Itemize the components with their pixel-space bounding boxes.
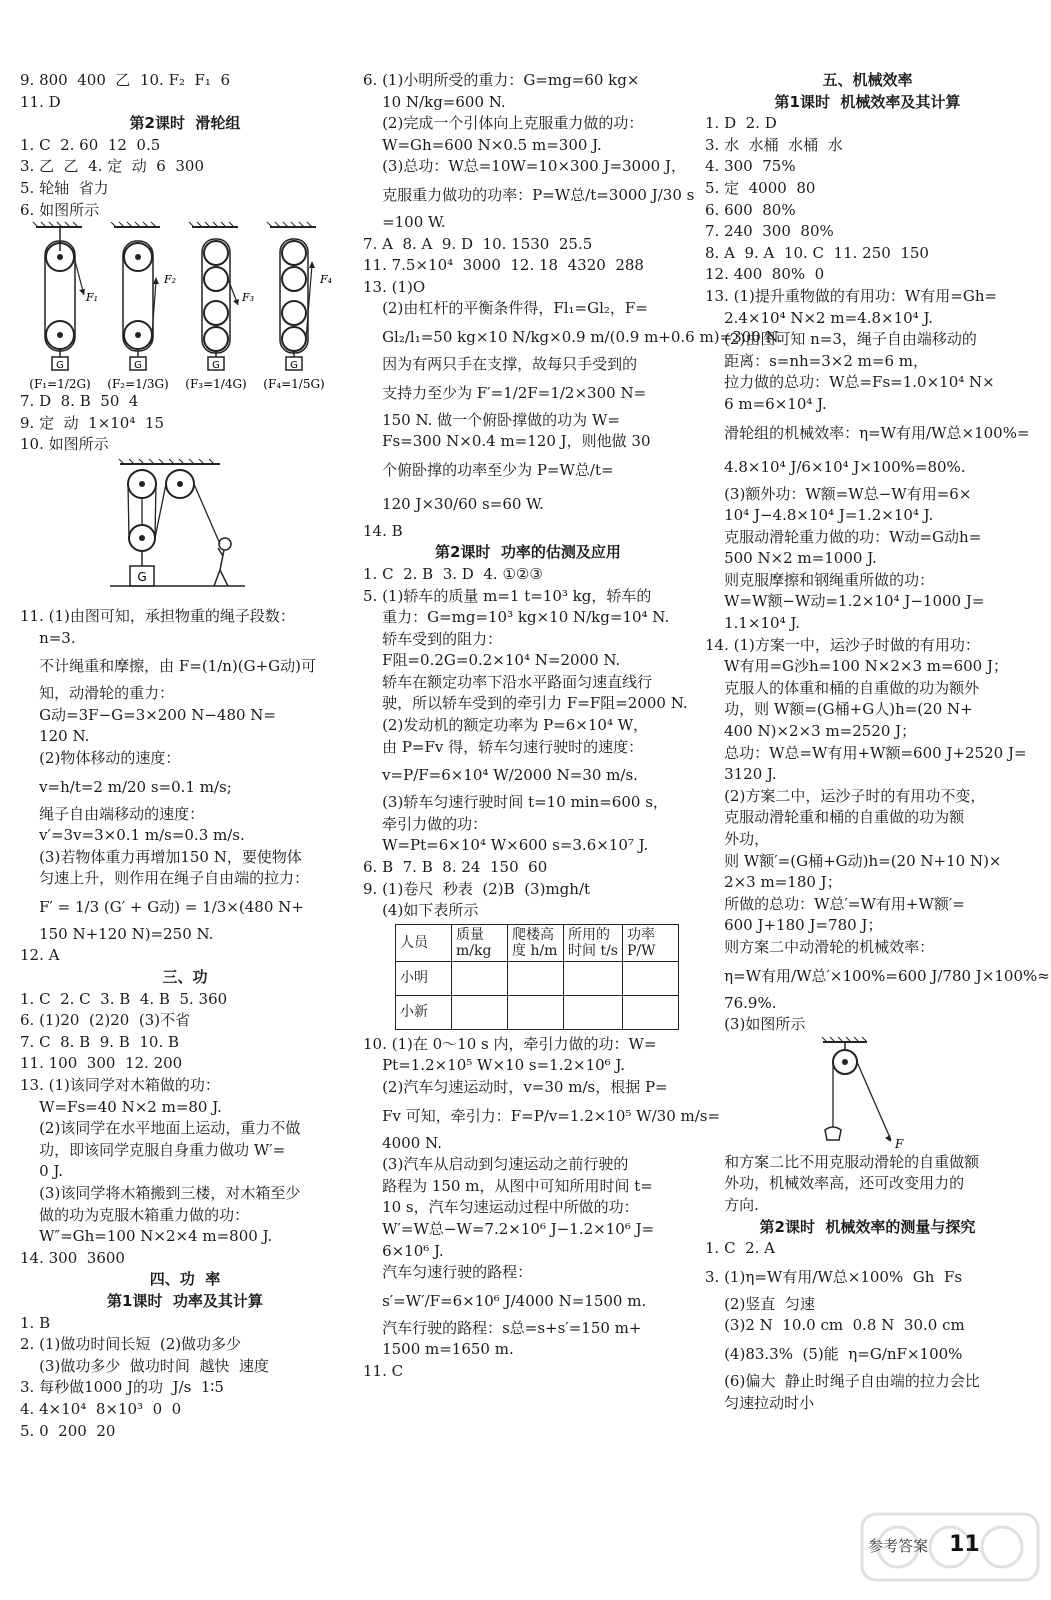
answer-line: (2)竖直 匀速 (705, 1294, 815, 1313)
answer-line: 6 m=6×10⁴ J. (705, 394, 827, 413)
answer-line: 和方案二比不用克服动滑轮的自重做额 (705, 1152, 980, 1171)
weight-label: G (137, 569, 147, 584)
table-header-cell: 人员 (396, 924, 452, 961)
section-heading: 五、机械效率 (822, 71, 913, 89)
answer-line: 知，动滑轮的重力： (20, 684, 175, 703)
pulley-caption: (F₁=1/2G) (29, 377, 91, 392)
pulley-system-1 (33, 222, 85, 370)
table-header-cell: 爬楼高 度 h/m (508, 924, 564, 961)
table-cell (622, 961, 678, 995)
answer-line: 1. C 2. B 3. D 4. ①②③ (363, 564, 543, 583)
answer-line: 克服动滑轮重力做的功：W动=G动h= (705, 527, 982, 546)
table-cell (622, 995, 678, 1029)
answer-line: 功，则 W额=(G桶+G人)h=(20 N+ (705, 700, 973, 719)
answer-line: 14. 300 3600 (20, 1248, 125, 1267)
answer-line: 外功， (705, 830, 770, 848)
page-footer (868, 1532, 980, 1557)
answer-line: 4. 4×10⁴ 8×10³ 0 0 (20, 1399, 182, 1418)
answer-line: 则克服摩擦和钢绳重所做的功： (705, 570, 935, 589)
table-header-cell: 所用的 时间 t/s (564, 924, 623, 961)
pulley-caption: (F₄=1/5G) (263, 377, 325, 392)
answer-line: Gl₂/l₁=50 kg×10 N/kg×0.9 m/(0.9 m+0.6 m)=300 N. (363, 327, 783, 346)
answer-line: 滑轮组的机械效率：η=W有用/W总×100%= (705, 423, 1030, 442)
answer-line: W″=Gh=100 N×2×4 m=800 J. (20, 1227, 273, 1246)
answer-line: v=h/t=2 m/20 s=0.1 m/s; (20, 777, 232, 796)
answer-line: 汽车匀速行驶的路程： (363, 1263, 533, 1282)
answer-line: 由 P=Fv 得，轿车匀速行驶时的速度： (363, 737, 644, 756)
answer-line: W=Fs=40 N×2 m=80 J. (20, 1097, 222, 1116)
answer-line: W=Gh=600 N×0.5 m=300 J. (363, 135, 602, 154)
answer-line: 轿车在额定功率下沿水平路面匀速直线行 (363, 672, 653, 691)
answer-line: F阻=0.2G=0.2×10⁴ N=2000 N. (363, 651, 621, 670)
answer-line: 1. D 2. D (705, 114, 777, 133)
answer-line: (4)83.3% (5)能 η=G/nF×100% (705, 1344, 963, 1363)
answer-line: 4.8×10⁴ J/6×10⁴ J×100%=80%. (705, 457, 966, 476)
answer-line: 汽车行驶的路程：s总=s+s′=150 m+ (363, 1318, 642, 1337)
answer-line: 9. 定 动 1×10⁴ 15 (20, 413, 164, 432)
answer-line: 7. D 8. B 50 4 (20, 392, 139, 411)
answer-line: Pt=1.2×10⁵ W×10 s=1.2×10⁶ J. (363, 1056, 626, 1075)
section-heading: 四、功 率 (149, 1270, 221, 1289)
answer-line: 路程为 150 m，从图中可知所用时间 t= (363, 1176, 653, 1195)
pulley-system-4 (267, 222, 316, 370)
answer-line: 个俯卧撑的功率至少为 P=W总/t= (363, 460, 614, 479)
answer-line: (3)做功多少 做功时间 越快 速度 (20, 1356, 269, 1375)
answer-line: 12. A (20, 946, 60, 965)
answer-line: Fv 可知，牵引力：F=P/v=1.2×10⁵ W/30 m/s= (363, 1106, 721, 1125)
answer-line: 6. (1)小明所受的重力：G=mg=60 kg× (363, 71, 640, 89)
table-header-cell: 质量 m/kg (452, 924, 508, 961)
answer-line: (3)轿车匀速行驶时间 t=10 min=600 s， (363, 793, 668, 812)
answer-line: 功，即该同学克服自身重力做功 W′= (20, 1140, 286, 1159)
answer-line: W有用=G沙h=100 N×2×3 m=600 J； (705, 657, 1008, 676)
answer-line: 匀速上升，则作用在绳子自由端的拉力： (20, 869, 310, 888)
answer-column-3 (705, 70, 1050, 1414)
answer-line: (3)汽车从启动到匀速运动之前行驶的 (363, 1155, 629, 1174)
pulley-figure-question-14 (705, 1036, 1025, 1152)
answer-line: (2)发动机的额定功率为 P=6×10⁴ W， (363, 716, 649, 735)
answer-line: 9. (1)卷尺 秒表 (2)B (3)mgh/t (363, 879, 591, 898)
page-number: 11 (949, 1532, 980, 1557)
answer-line: 3. (1)η=W有用/W总×100% Gh Fs (705, 1267, 963, 1286)
answer-line: 4000 N. (363, 1133, 442, 1152)
answer-line: 10. 如图所示 (20, 435, 109, 454)
answer-line: 不计绳重和摩擦，由 F=(1/n)(G+G动)可 (20, 657, 317, 676)
answer-line: 6. (1)20 (2)20 (3)不省 (20, 1011, 191, 1030)
answer-line: Fs=300 N×0.4 m=120 J，则他做 30 (363, 432, 651, 451)
answer-line: n=3. (20, 628, 76, 647)
answer-line: 2. (1)做功时间长短 (2)做功多少 (20, 1335, 242, 1354)
answer-line: 方向. (705, 1195, 759, 1214)
answer-line: 绳子自由端移动的速度： (20, 804, 205, 823)
answer-line: 3. 水 水桶 水桶 水 (705, 135, 843, 154)
answer-line: s′=W′/F=6×10⁶ J/4000 N=1500 m. (363, 1291, 647, 1310)
footer-label: 参考答案 (868, 1537, 929, 1555)
answer-line: 重力：G=mg=10³ kg×10 N/kg=10⁴ N. (363, 608, 670, 627)
answer-line: 5. 轮轴 省力 (20, 178, 109, 197)
answer-line: F′ = 1/3 (G′ + G动) = 1/3×(480 N+ (20, 897, 304, 916)
answer-line: 120 J×30/60 s=60 W. (363, 494, 544, 513)
answer-line: W′=W总−W=7.2×10⁶ J−1.2×10⁶ J= (363, 1219, 655, 1238)
answer-line: 7. A 8. A 9. D 10. 1530 25.5 (363, 234, 593, 253)
answer-line: (2)由杠杆的平衡条件得，Fl₁=Gl₂，F= (363, 299, 648, 318)
answer-line: 1. C 2. 60 12 0.5 (20, 135, 161, 154)
answer-line: 10. (1)在 0～10 s 内，牵引力做的功：W= (363, 1034, 657, 1053)
answer-line: (3)如图所示 (705, 1015, 806, 1034)
answer-line: 150 N. 做一个俯卧撑做的功为 W= (363, 410, 620, 429)
answer-line: (2)由图可知 n=3，绳子自由端移动的 (705, 330, 977, 349)
answer-line: (6)偏大 静止时绳子自由端的拉力会比 (705, 1371, 980, 1390)
answer-line: (2)方案二中，运沙子时的有用功不变， (705, 786, 986, 805)
table-cell (452, 995, 508, 1029)
answer-line: v′=3v=3×0.1 m/s=0.3 m/s. (20, 826, 245, 845)
answer-line: 支持力至少为 F′=1/2F=1/2×300 N= (363, 383, 647, 402)
answer-line: (3)总功：W总=10W=10×300 J=3000 J， (363, 157, 686, 176)
section-heading: 第2课时 功率的估测及应用 (435, 543, 621, 562)
table-cell: 小新 (396, 995, 452, 1029)
answer-line: 克服人的体重和桶的自重做的功为额外 (705, 678, 980, 697)
answer-line: 9. 800 400 乙 10. F₂ F₁ 6 (20, 71, 231, 89)
answer-line: 则方案二中动滑轮的机械效率： (705, 937, 935, 956)
answer-line: 4. 300 75% (705, 157, 796, 176)
pulley-caption: (F₂=1/3G) (107, 377, 169, 392)
answer-line: 因为有两只手在支撑，故每只手受到的 (363, 354, 638, 373)
answer-line: 12. 400 80% 0 (705, 265, 825, 284)
force-label: F₃ (242, 291, 255, 305)
answer-line: 11. C (363, 1361, 404, 1380)
section-heading: 第2课时 机械效率的测量与探究 (759, 1217, 976, 1236)
force-label: F₁ (86, 291, 99, 305)
answer-line: 0 J. (20, 1162, 64, 1181)
answer-line: 6. 600 80% (705, 200, 796, 219)
answer-line: 轿车受到的阻力： (363, 629, 503, 648)
answer-line: 5. 定 4000 80 (705, 178, 816, 197)
answer-line: η=W有用/W总′×100%=600 J/780 J×100%≈ (705, 966, 1050, 985)
answer-line: 总功：W总=W有用+W额=600 J+2520 J= (705, 743, 1027, 762)
power-measurement-table (395, 924, 679, 1030)
answer-line: 3. 乙 乙 4. 定 动 6 300 (20, 157, 205, 176)
weight-label: G (56, 360, 64, 372)
answer-line: W=W额−W动=1.2×10⁴ J−1000 J= (705, 592, 985, 611)
answer-column-1 (20, 70, 350, 1442)
answer-line: 克服动滑轮重和桶的自重做的功为额 (705, 808, 965, 827)
force-label: F₄ (320, 273, 333, 287)
answer-line: (3)2 N 10.0 cm 0.8 N 30.0 cm (705, 1316, 965, 1335)
section-heading: 第1课时 功率及其计算 (107, 1291, 263, 1310)
answer-line: G动=3F−G=3×200 N−480 N= (20, 705, 276, 724)
section-heading: 三、功 (162, 968, 208, 987)
answer-line: 7. C 8. B 9. B 10. B (20, 1032, 180, 1051)
answer-line: 13. (1)提升重物做的有用功：W有用=Gh= (705, 286, 998, 305)
answer-line: 6. 如图所示 (20, 200, 100, 219)
answer-line: 5. (1)轿车的质量 m=1 t=10³ kg，轿车的 (363, 586, 652, 605)
pulley-system-3 (189, 222, 239, 370)
answer-line: 8. A 9. A 10. C 11. 250 150 (705, 243, 929, 262)
answer-line: (2)汽车匀速运动时，v=30 m/s，根据 P= (363, 1078, 668, 1096)
pulley-diagrams-figure (20, 221, 333, 392)
answer-line: 600 J+180 J=780 J； (705, 916, 883, 935)
answer-line: (2)完成一个引体向上克服重力做的功： (363, 114, 644, 133)
answer-line: 匀速拉动时小 (705, 1393, 815, 1412)
weight-label: G (212, 360, 220, 372)
pulley-caption: (F₃=1/4G) (185, 377, 247, 392)
table-cell (508, 995, 564, 1029)
answer-line: 10⁴ J−4.8×10⁴ J=1.2×10⁴ J. (705, 506, 934, 525)
answer-line: 3120 J. (705, 765, 777, 784)
force-label: F (895, 1136, 904, 1151)
answer-line: 做的功为克服木箱重力做的功： (20, 1205, 250, 1224)
answer-line: W=Pt=6×10⁴ W×600 s=3.6×10⁷ J. (363, 836, 649, 855)
answer-line: (3)额外功：W额=W总−W有用=6× (705, 484, 972, 503)
answer-line: (4)如下表所示 (363, 901, 479, 920)
answer-line: (2)物体移动的速度： (20, 748, 181, 767)
answer-line: 14. (1)方案一中，运沙子时做的有用功： (705, 635, 980, 654)
answer-line: 2×3 m=180 J； (705, 873, 842, 892)
table-row (396, 961, 679, 995)
answer-line: 10 N/kg=600 N. (363, 92, 506, 111)
answer-line: 14. B (363, 521, 403, 540)
answer-line: 6. B 7. B 8. 24 150 60 (363, 858, 548, 877)
answer-line: 6×10⁶ J. (363, 1241, 444, 1260)
table-cell: 小明 (396, 961, 452, 995)
section-heading: 第1课时 机械效率及其计算 (774, 92, 961, 111)
answer-line: 外功，机械效率高，还可改变用力的 (705, 1174, 965, 1193)
table-cell (564, 961, 623, 995)
answer-line: (2)该同学在水平地面上运动，重力不做 (20, 1119, 301, 1138)
answer-line: 150 N+120 N)=250 N. (20, 924, 214, 943)
answer-line: 驶，所以轿车受到的牵引力 F=F阻=2000 N. (363, 694, 688, 713)
answer-line: 1.1×10⁴ J. (705, 614, 800, 633)
answer-line: (3)该同学将木箱搬到三楼，对木箱至少 (20, 1184, 301, 1202)
pulley-figure-question-10 (20, 456, 320, 606)
answer-line: 76.9%. (705, 993, 777, 1012)
answer-line: 500 N×2 m=1000 J. (705, 549, 877, 568)
answer-line: 10 s，汽车匀速运动过程中所做的功： (363, 1198, 639, 1217)
table-cell (508, 961, 564, 995)
answer-line: 1500 m=1650 m. (363, 1340, 514, 1359)
table-header-cell: 功率 P/W (622, 924, 678, 961)
answer-line: 11. 7.5×10⁴ 3000 12. 18 4320 288 (363, 256, 644, 275)
answer-line: 400 N)×2×3 m=2520 J； (705, 722, 917, 741)
answer-line: 11. (1)由图可知，承担物重的绳子段数： (20, 606, 295, 625)
answer-line: 3. 每秒做1000 J的功 J/s 1∶5 (20, 1378, 224, 1397)
answer-line: 牵引力做的功： (363, 814, 488, 833)
answer-line: 1. C 2. C 3. B 4. B 5. 360 (20, 989, 228, 1008)
answer-line: 13. (1)O (363, 277, 426, 296)
answer-line: 距离：s=nh=3×2 m=6 m， (705, 351, 928, 370)
answer-line: 2.4×10⁴ N×2 m=4.8×10⁴ J. (705, 308, 934, 327)
table-cell (564, 995, 623, 1029)
answer-line: 7. 240 300 80% (705, 222, 834, 241)
answer-line: 所做的总功：W总′=W有用+W额′= (705, 894, 965, 913)
table-cell (452, 961, 508, 995)
answer-line: (3)若物体重力再增加150 N，要使物体 (20, 847, 302, 866)
answer-line: 120 N. (20, 727, 90, 746)
answer-line: 13. (1)该同学对木箱做的功： (20, 1076, 220, 1095)
weight-label: G (134, 360, 142, 372)
answer-line: 则 W额′=(G桶+G动)h=(20 N+10 N)× (705, 851, 1002, 870)
answer-line: 5. 0 200 20 (20, 1421, 116, 1440)
answer-line: 11. D (20, 92, 61, 111)
answer-line: v=P/F=6×10⁴ W/2000 N=30 m/s. (363, 766, 638, 785)
section-heading: 第2课时 滑轮组 (129, 114, 241, 133)
answer-line: 拉力做的总功：W总=Fs=1.0×10⁴ N× (705, 373, 995, 392)
answer-line: =100 W. (363, 212, 446, 231)
answer-line: 克服重力做功的功率：P=W总/t=3000 J/30 s (363, 185, 695, 204)
pulley-system-2 (111, 222, 160, 370)
force-label: F₂ (164, 273, 177, 287)
answer-line: 1. C 2. A (705, 1239, 776, 1258)
answer-line: 11. 100 300 12. 200 (20, 1054, 183, 1073)
weight-label: G (290, 360, 298, 372)
table-row (396, 995, 679, 1029)
answer-line: 1. B (20, 1313, 51, 1332)
